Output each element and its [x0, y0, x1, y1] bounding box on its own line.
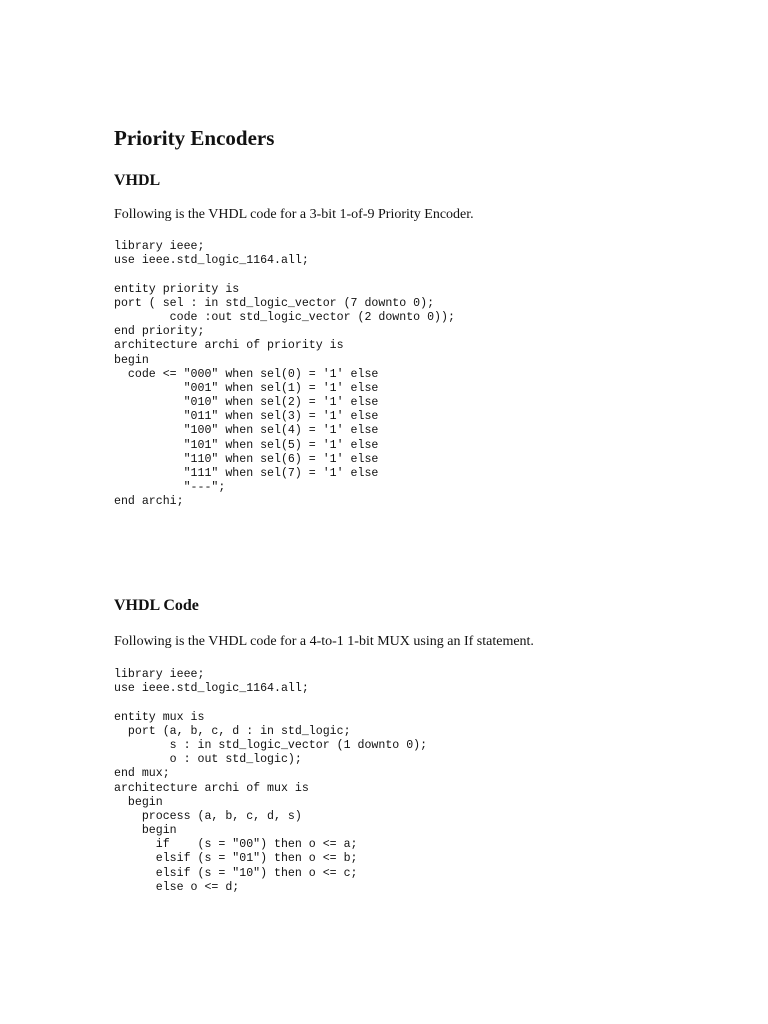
- code-line: elsif (s = "01") then o <= b;: [114, 852, 358, 866]
- priority-encoder-code-block: [114, 240, 455, 510]
- code-line: "001" when sel(1) = '1' else: [114, 381, 379, 395]
- code-line: "010" when sel(2) = '1' else: [114, 396, 379, 410]
- code-line: entity mux is: [114, 710, 205, 724]
- code-line: port (a, b, c, d : in std_logic;: [114, 724, 351, 738]
- code-line: end mux;: [114, 767, 170, 781]
- page-title: Priority Encoders: [114, 126, 275, 150]
- code-line: code <= "000" when sel(0) = '1' else: [114, 367, 379, 381]
- code-line: "111" when sel(7) = '1' else: [114, 467, 379, 480]
- code-line: process (a, b, c, d, s): [114, 809, 302, 823]
- code-line: use ieee.std_logic_1164.all;: [114, 254, 309, 268]
- priority-encoder-intro: Following is the VHDL code for a 3-bit 1-of-9 Priority Encoder.: [114, 207, 474, 222]
- code-line: elsif (s = "10") then o <= c;: [114, 866, 358, 880]
- code-line: architecture archi of mux is: [114, 781, 309, 795]
- code-line: use ieee.std_logic_1164.all;: [114, 682, 309, 696]
- code-line: "011" when sel(3) = '1' else: [114, 410, 379, 424]
- code-line: "100" when sel(4) = '1' else: [114, 424, 379, 438]
- section-heading-vhdl: VHDL: [114, 172, 161, 189]
- code-line: library ieee;: [114, 240, 205, 253]
- code-line: code :out std_logic_vector (2 downto 0));: [114, 310, 455, 324]
- code-line: else o <= d;: [114, 880, 240, 894]
- code-line: "110" when sel(6) = '1' else: [114, 452, 379, 466]
- code-line: port ( sel : in std_logic_vector (7 downto 0);: [114, 296, 435, 310]
- section-heading-vhdl-code: VHDL Code: [114, 597, 199, 614]
- code-line: end priority;: [114, 325, 205, 339]
- code-line: library ieee;: [114, 668, 205, 681]
- code-line: o : out std_logic);: [114, 753, 302, 767]
- code-line: [114, 696, 427, 710]
- code-line: s : in std_logic_vector (1 downto 0);: [114, 738, 428, 752]
- code-line: begin: [114, 795, 163, 809]
- mux-code-block: [114, 668, 427, 895]
- code-line: [114, 268, 455, 282]
- code-line: "---";: [114, 481, 226, 495]
- mux-intro: Following is the VHDL code for a 4-to-1 1-bit MUX using an If statement.: [114, 634, 534, 649]
- code-line: if (s = "00") then o <= a;: [114, 838, 358, 852]
- code-line: entity priority is: [114, 282, 240, 296]
- code-line: begin: [114, 353, 149, 367]
- code-line: architecture archi of priority is: [114, 339, 344, 353]
- code-line: "101" when sel(5) = '1' else: [114, 438, 379, 452]
- code-line: end archi;: [114, 495, 184, 509]
- code-line: begin: [114, 824, 177, 838]
